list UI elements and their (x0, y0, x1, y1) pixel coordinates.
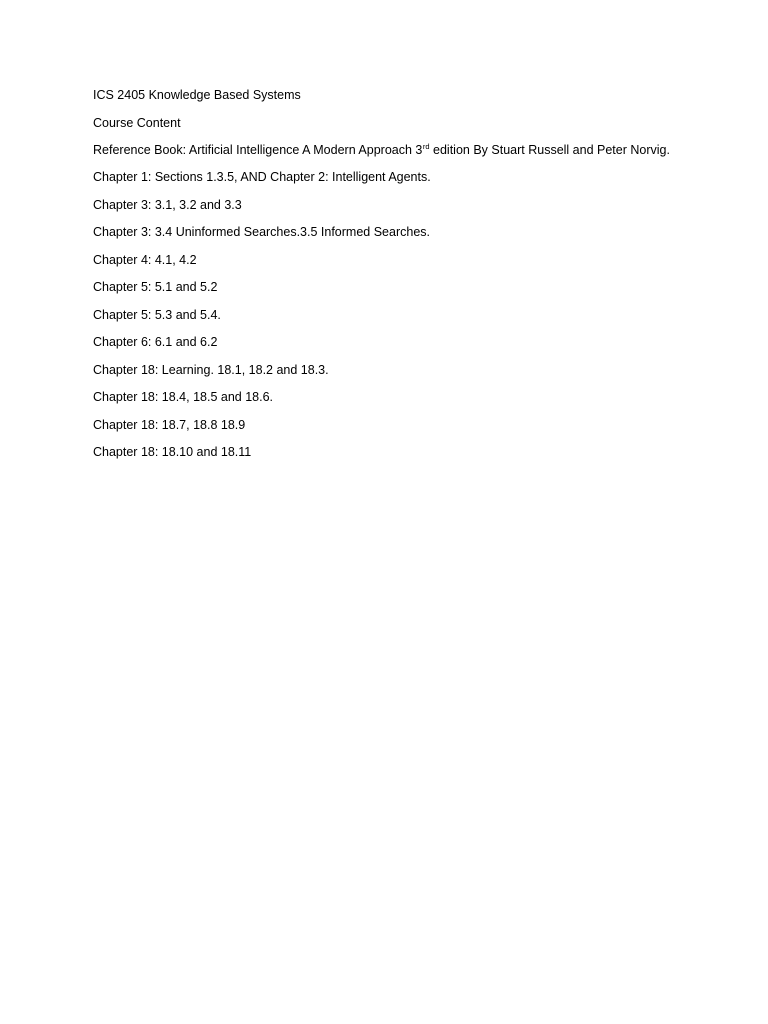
chapter-line: Chapter 18: 18.7, 18.8 18.9 (93, 417, 246, 432)
chapter-line: Chapter 1: Sections 1.3.5, AND Chapter 2: Intelligent Agents. (93, 170, 431, 184)
document-body (93, 87, 673, 472)
chapter-line: Chapter 18: Learning. 18.1, 18.2 and 18.3. (93, 362, 329, 377)
chapter-line: Chapter 5: 5.1 and 5.2 (93, 280, 218, 294)
chapter-line: Chapter 6: 6.1 and 6.2 (93, 335, 218, 349)
course-title: ICS 2405 Knowledge Based Systems (93, 88, 301, 102)
chapter-line: Chapter 18: 18.10 and 18.11 (93, 445, 252, 459)
section-heading: Course Content (93, 115, 181, 130)
chapter-line: Chapter 3: 3.1, 3.2 and 3.3 (93, 197, 242, 212)
reference-book (93, 142, 673, 159)
chapter-line: Chapter 18: 18.4, 18.5 and 18.6. (93, 390, 273, 404)
chapter-line: Chapter 5: 5.3 and 5.4. (93, 307, 221, 322)
chapter-line: Chapter 3: 3.4 Uninformed Searches.3.5 Informed Searches. (93, 225, 430, 239)
reference-book-prefix: Reference Book: Artificial Intelligence A Modern Approach 3 (93, 143, 423, 157)
reference-book-suffix: edition By Stuart Russell and Peter Norvig. (429, 143, 670, 157)
chapter-line: Chapter 4: 4.1, 4.2 (93, 252, 197, 267)
edition-ordinal-superscript: rd (422, 142, 430, 151)
